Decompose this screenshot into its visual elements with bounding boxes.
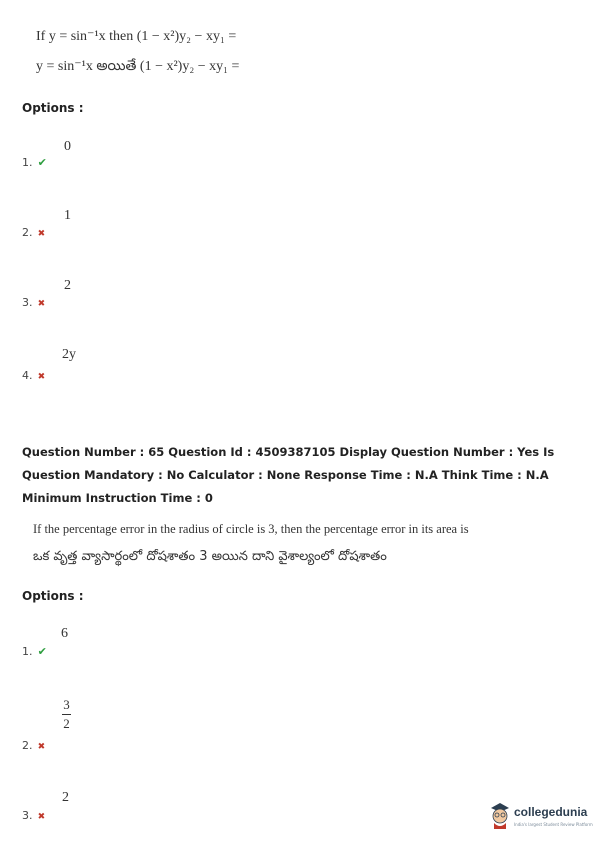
option-row[interactable] bbox=[22, 221, 45, 240]
options-heading: Options : bbox=[22, 101, 84, 115]
option-number: 2. bbox=[22, 226, 33, 239]
option-row[interactable] bbox=[22, 364, 45, 383]
option-row[interactable] bbox=[22, 734, 45, 753]
option-number: 1. bbox=[22, 156, 33, 169]
option-value: 1 bbox=[64, 208, 71, 223]
option-value: 2 bbox=[62, 790, 69, 805]
fraction-numerator: 3 bbox=[63, 697, 70, 712]
option-number: 3. bbox=[22, 296, 33, 309]
question-text-english: If the percentage error in the radius of circle is 3, then the percentage error in its area is bbox=[33, 522, 469, 536]
cross-icon: ✖ bbox=[37, 229, 46, 239]
option-row[interactable] bbox=[22, 291, 45, 310]
option-value: 2y bbox=[62, 347, 76, 362]
options-heading: Options : bbox=[22, 589, 84, 603]
fraction-denominator: 2 bbox=[63, 716, 70, 731]
option-value: 0 bbox=[64, 139, 71, 154]
collegedunia-logo bbox=[488, 799, 593, 833]
option-number: 3. bbox=[22, 809, 33, 822]
option-row[interactable] bbox=[22, 804, 45, 823]
question-text-english: If y = sin⁻¹x then (1 − x²)y₂ − xy₁ = bbox=[36, 29, 237, 44]
option-number: 4. bbox=[22, 369, 33, 382]
option-value-fraction bbox=[62, 697, 71, 732]
question-text-telugu: ఒక వృత్త వ్యాసార్థంలో దోషశాతం 3 అయిన దాని వైశాల్యంలో దోషశాతం bbox=[33, 549, 387, 564]
option-row[interactable] bbox=[22, 640, 47, 659]
cross-icon: ✖ bbox=[37, 372, 46, 382]
question-meta: Question Number : 65 Question Id : 4509387105 Display Question Number : Yes Is Question Mandatory : No Calculator : None Response Time : N.A Think Time : N.A Minimum Instruction Time : 0 bbox=[22, 445, 555, 505]
mascot-icon bbox=[488, 799, 512, 829]
check-icon: ✔ bbox=[37, 645, 47, 658]
logo-tagline: India's largest Student Review Platform bbox=[514, 822, 593, 827]
question-text-telugu: y = sin⁻¹x అయితే (1 − x²)y₂ − xy₁ = bbox=[36, 59, 240, 74]
cross-icon: ✖ bbox=[37, 299, 46, 309]
option-value: 2 bbox=[64, 278, 71, 293]
logo-name: collegedunia bbox=[514, 805, 588, 819]
option-number: 2. bbox=[22, 739, 33, 752]
option-number: 1. bbox=[22, 645, 33, 658]
fraction-bar bbox=[62, 714, 71, 715]
cross-icon: ✖ bbox=[37, 812, 46, 822]
cross-icon: ✖ bbox=[37, 742, 46, 752]
option-row[interactable] bbox=[22, 151, 47, 170]
check-icon: ✔ bbox=[37, 156, 47, 169]
option-value: 6 bbox=[61, 626, 68, 641]
